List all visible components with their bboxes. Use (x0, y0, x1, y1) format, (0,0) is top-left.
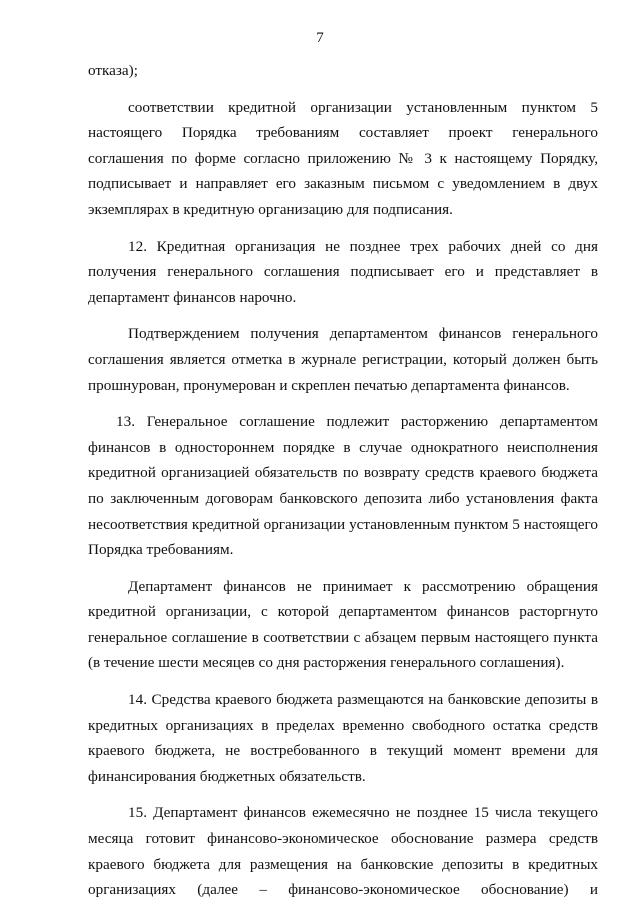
paragraph-12-confirmation: Подтверждением получения департаментом финансов генерального соглашения является отметка в журнале регистрации, который должен быть прошнурован, пронумерован и скреплен печатью департамента финансов. (88, 325, 598, 394)
page-number: 7 (316, 30, 324, 46)
paragraph-15: 15. Департамент финансов ежемесячно не позднее 15 числа текущего месяца готовит финансово-экономическое обоснование размера средств краевого бюджета для размещения на банковские депозиты в кредитных организациях (далее – финансово-экономическое обоснование) и (88, 804, 598, 899)
paragraph-11-continuation: соответствии кредитной организации установленным пунктом 5 настоящего Порядка требованиям составляет проект генерального соглашения по форме согласно приложению № 3 к настоящему Порядку, подписывает и направляет его заказным письмом с уведомлением в двух экземплярах в кредитную организацию для подписания. (88, 98, 598, 218)
paragraph-continuation: отказа); (88, 62, 138, 79)
paragraph-12: 12. Кредитная организация не позднее трех рабочих дней со дня получения генерального соглашения подписывает его и представляет в департамент финансов нарочно. (88, 237, 598, 306)
paragraph-13: 13. Генеральное соглашение подлежит расторжению департаментом финансов в одностороннем порядке в случае однократного неисполнения кредитной организацией обязательств по возврату средств краевого бюджета по заключенным договорам банковского депозита либо установления факта несоответствия кредитной организации установленным пунктом 5 настоящего Порядка требованиям. (88, 413, 598, 559)
paragraph-14: 14. Средства краевого бюджета размещаются на банковские депозиты в кредитных организациях в пределах временно свободного остатка средств краевого бюджета, не востребованного в текущий момент времени для финансирования бюджетных обязательств. (88, 691, 598, 785)
paragraph-13-refusal: Департамент финансов не принимает к рассмотрению обращения кредитной организации, с которой департаментом финансов расторгнуто генеральное соглашение в соответствии с абзацем первым настоящего пункта (в течение шести месяцев со дня расторжения генерального соглашения). (88, 577, 598, 672)
document-body (88, 58, 598, 914)
